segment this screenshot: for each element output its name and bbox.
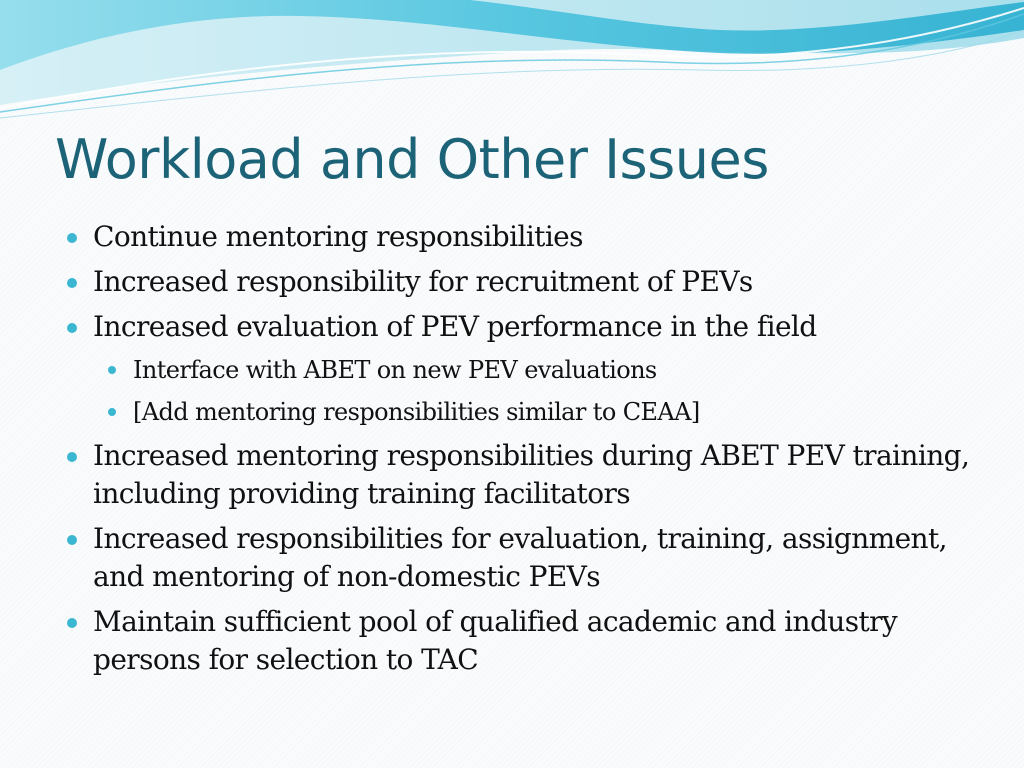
bullet-text: Continue mentoring responsibilities bbox=[93, 220, 583, 253]
sub-bullet-dot-icon bbox=[108, 366, 116, 374]
bullet-text: Increased responsibilities for evaluation, training, assignment, and mentoring of non-domestic PEVs bbox=[93, 522, 947, 593]
bullet-dot-icon bbox=[67, 233, 77, 243]
bullet-item bbox=[62, 263, 992, 301]
sub-bullet-item bbox=[104, 353, 992, 387]
bullet-text: Increased mentoring responsibilities during ABET PEV training, including providing training facilitators bbox=[93, 439, 970, 510]
sub-bullet-item bbox=[104, 395, 992, 429]
bullet-text: Increased responsibility for recruitment of PEVs bbox=[93, 265, 753, 298]
sub-bullet-text: Interface with ABET on new PEV evaluations bbox=[133, 356, 657, 384]
sub-bullet-text: [Add mentoring responsibilities similar to CEAA] bbox=[133, 398, 700, 426]
bullet-dot-icon bbox=[67, 323, 77, 333]
bullet-item bbox=[62, 308, 992, 346]
bullet-dot-icon bbox=[67, 535, 77, 545]
bullet-item bbox=[62, 603, 992, 679]
sub-bullet-dot-icon bbox=[108, 408, 116, 416]
bullet-item bbox=[62, 218, 992, 256]
bullet-text: Increased evaluation of PEV performance in the field bbox=[93, 310, 817, 343]
slide-title: Workload and Other Issues bbox=[55, 128, 769, 191]
bullet-text: Maintain sufficient pool of qualified academic and industry persons for selection to TAC bbox=[93, 605, 898, 676]
bullet-dot-icon bbox=[67, 278, 77, 288]
bullet-dot-icon bbox=[67, 452, 77, 462]
bullet-dot-icon bbox=[67, 618, 77, 628]
header-wave-decoration bbox=[0, 0, 1024, 130]
bullet-list bbox=[62, 218, 992, 686]
bullet-item bbox=[62, 520, 992, 596]
bullet-item bbox=[62, 437, 992, 513]
